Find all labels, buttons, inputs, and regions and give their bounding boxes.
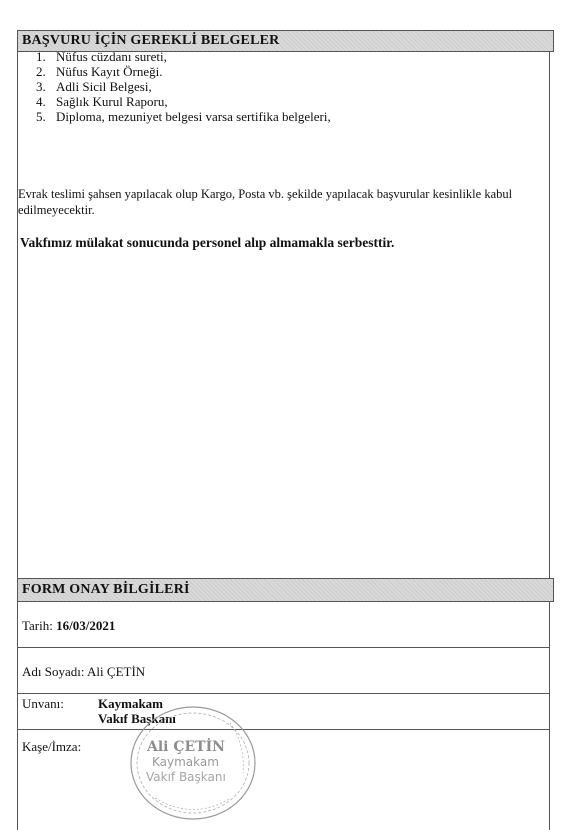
official-stamp — [125, 703, 260, 823]
stamp-label: Kaşe/İmza: — [22, 739, 82, 754]
left-border — [17, 30, 18, 830]
date-value: 16/03/2021 — [56, 618, 116, 633]
name-field — [22, 664, 145, 680]
row-divider — [17, 647, 550, 648]
name-value: Ali ÇETİN — [87, 664, 146, 679]
delivery-note: Evrak teslimi şahsen yapılacak olup Kargo, Posta vb. şekilde yapılacak başvurular kesinlikle kabul edilmeyecektir. — [18, 187, 513, 217]
row-divider — [17, 729, 550, 730]
list-item: 3. Adli Sicil Belgesi, — [36, 79, 152, 94]
documents-section-title: BAŞVURU İÇİN GEREKLİ BELGELER — [22, 33, 280, 48]
stamp-line-2: Kaymakam — [152, 755, 219, 769]
name-label: Adı Soyadı: — [22, 664, 85, 679]
stamp-line-3: Vakıf Başkanı — [146, 770, 226, 784]
list-item: 5. Diploma, mezuniyet belgesi varsa sertifika belgeleri, — [36, 109, 331, 124]
list-item: 1. Nüfus cüzdanı sureti, — [36, 49, 167, 64]
stamp-line-1: Ali ÇETİN — [147, 739, 225, 755]
row-divider — [17, 693, 550, 694]
date-label: Tarih: — [22, 618, 53, 633]
title-line1: Kaymakam — [98, 696, 163, 711]
interview-note: Vakfımız mülakat sonucunda personel alıp almamakla serbesttir. — [20, 235, 395, 250]
approval-section-header — [17, 578, 554, 602]
list-item: 2. Nüfus Kayıt Örneği. — [36, 64, 163, 79]
list-item: 4. Sağlık Kurul Raporu, — [36, 94, 168, 109]
title-label: Unvanı: — [22, 696, 64, 711]
right-border — [549, 30, 550, 830]
title-line2: Vakıf Başkanı — [98, 711, 176, 726]
required-documents-list — [36, 49, 331, 124]
date-field — [22, 618, 115, 634]
approval-section-title: FORM ONAY BİLGİLERİ — [22, 582, 190, 597]
